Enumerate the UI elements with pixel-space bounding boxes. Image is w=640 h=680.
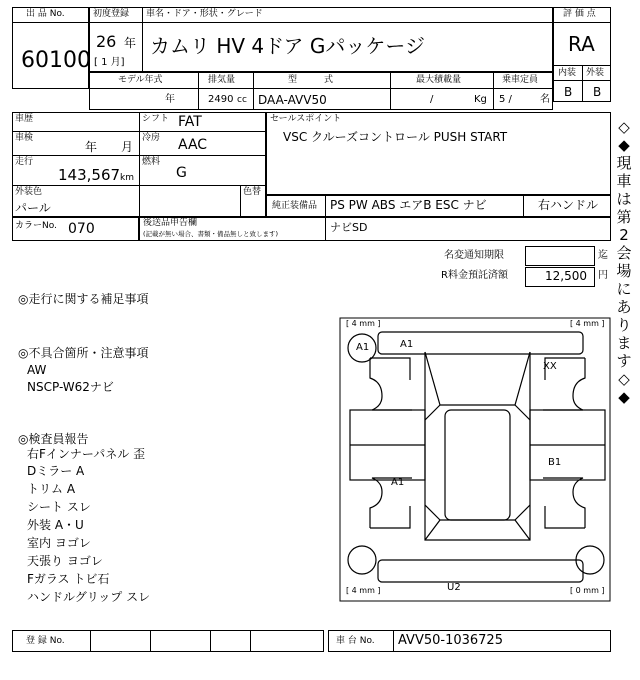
color-no-label: カラーNo.: [15, 221, 57, 231]
exterior-grade: B: [593, 85, 602, 99]
capacity-unit: 名: [540, 94, 550, 105]
mileage-label: 走行: [15, 157, 34, 167]
inspector-item: トリム A: [27, 482, 76, 496]
damage-mark: U2: [447, 582, 461, 593]
sales-point: VSC クルーズコントロール PUSH START: [283, 130, 508, 144]
max-load: /: [430, 94, 434, 105]
inspection-label: 車検: [15, 133, 34, 143]
model-name: カムリ HV 4ドア Gパッケージ: [150, 34, 426, 58]
recycle-label: R料金預託済額: [441, 270, 508, 281]
first-reg-label: 初度登録: [93, 9, 130, 19]
inspection-year: 年: [85, 140, 98, 154]
ac: AAC: [178, 137, 208, 153]
exterior-color: パール: [15, 201, 51, 215]
interior-grade: B: [564, 85, 573, 99]
type-value: DAA-AVV50: [258, 93, 327, 107]
defects-label: ◎不具合箇所・注意事項: [18, 346, 149, 360]
displacement-label: 排気量: [208, 75, 236, 85]
exterior-label: 外装: [586, 68, 605, 78]
post-delivery-label: 後送品申告欄: [143, 218, 198, 228]
max-load-label: 最大積載量: [416, 75, 462, 85]
equipment: PS PW ABS エアB ESC ナビ: [330, 198, 487, 212]
rating: RA: [568, 32, 595, 56]
inspector-item: シート スレ: [27, 500, 91, 514]
ac-label: 冷房: [142, 133, 161, 143]
capacity: 5 /: [499, 94, 512, 105]
name-change-unit: 迄: [598, 250, 608, 261]
reg-year-unit: 年: [124, 36, 137, 50]
inspector-item: Dミラー A: [27, 464, 85, 478]
post-delivery-note: (記載が無い場合、書類・備品無しと致します): [143, 230, 279, 238]
capacity-label: 乗車定員: [502, 75, 539, 85]
post-delivery-item: ナビSD: [330, 221, 368, 234]
reg-no-label: 登 録 No.: [26, 636, 65, 646]
displacement-unit: cc: [237, 95, 247, 105]
chassis-no: AVV50-1036725: [398, 633, 503, 648]
lot-no-label: 出 品 No.: [26, 9, 65, 19]
damage-mark: XX: [543, 361, 557, 372]
shift-label: シフト: [142, 114, 170, 124]
equipment-label: 純正装備品: [272, 201, 318, 211]
color-no: 070: [68, 221, 95, 237]
inspector-item: 室内 ヨゴレ: [27, 536, 91, 550]
max-load-unit: Kg: [474, 94, 487, 105]
damage-mark: B1: [548, 457, 562, 468]
damage-mark: A1: [356, 342, 370, 353]
model-year-label: モデル年式: [118, 75, 163, 85]
rating-label: 評 価 点: [563, 9, 596, 19]
exterior-color-label: 外装色: [15, 187, 43, 197]
inspection-month: 月: [121, 140, 134, 154]
recycle-unit: 円: [598, 270, 608, 281]
shift: FAT: [178, 114, 202, 130]
inspector-item: 天張り ヨゴレ: [27, 554, 103, 568]
inspector-item: 外装 A・U: [27, 518, 84, 532]
damage-mark: A1: [400, 339, 414, 350]
repaint-label: 色替: [243, 187, 262, 197]
model-name-label: 車名・ドア・形状・グレード: [146, 9, 263, 19]
venue-side-note: ◇◆現車は第2会場にあります◇◆: [616, 118, 632, 406]
fuel-label: 燃料: [142, 157, 161, 167]
sales-point-label: セールスポイント: [270, 114, 342, 124]
history-label: 車歴: [15, 114, 34, 124]
mileage: 143,567: [58, 166, 121, 184]
mileage-unit: km: [120, 173, 134, 183]
reg-year: 26: [96, 32, 117, 51]
tire-depth-rr: [ 0 mm ]: [570, 586, 605, 595]
chassis-no-label: 車 台 No.: [336, 636, 375, 646]
tire-depth-fl: [ 4 mm ]: [346, 319, 381, 328]
inspector-label: ◎検査員報告: [18, 432, 89, 446]
driving-notes-label: ◎走行に関する補足事項: [18, 292, 149, 306]
fuel: G: [176, 165, 187, 181]
inspector-item: Fガラス トビ石: [27, 572, 110, 586]
name-change-label: 名変通知期限: [444, 250, 504, 261]
type-label: 型 式: [288, 75, 334, 85]
lot-no: 60100: [21, 48, 91, 73]
steering: 右ハンドル: [538, 198, 599, 212]
recycle-amount: 12,500: [545, 269, 587, 283]
model-year-unit: 年: [165, 94, 175, 105]
tire-depth-rl: [ 4 mm ]: [346, 586, 381, 595]
displacement: 2490: [208, 94, 234, 105]
reg-month: [ 1 月]: [94, 57, 125, 68]
damage-mark: A1: [391, 477, 405, 488]
tire-depth-fr: [ 4 mm ]: [570, 319, 605, 328]
inspector-item: ハンドルグリップ スレ: [27, 590, 151, 604]
defect-item: NSCP-W62ナビ: [27, 380, 114, 394]
inspector-item: 右Fインナーパネル 歪: [27, 447, 146, 461]
interior-label: 内装: [558, 68, 577, 78]
defect-item: AW: [27, 363, 47, 377]
